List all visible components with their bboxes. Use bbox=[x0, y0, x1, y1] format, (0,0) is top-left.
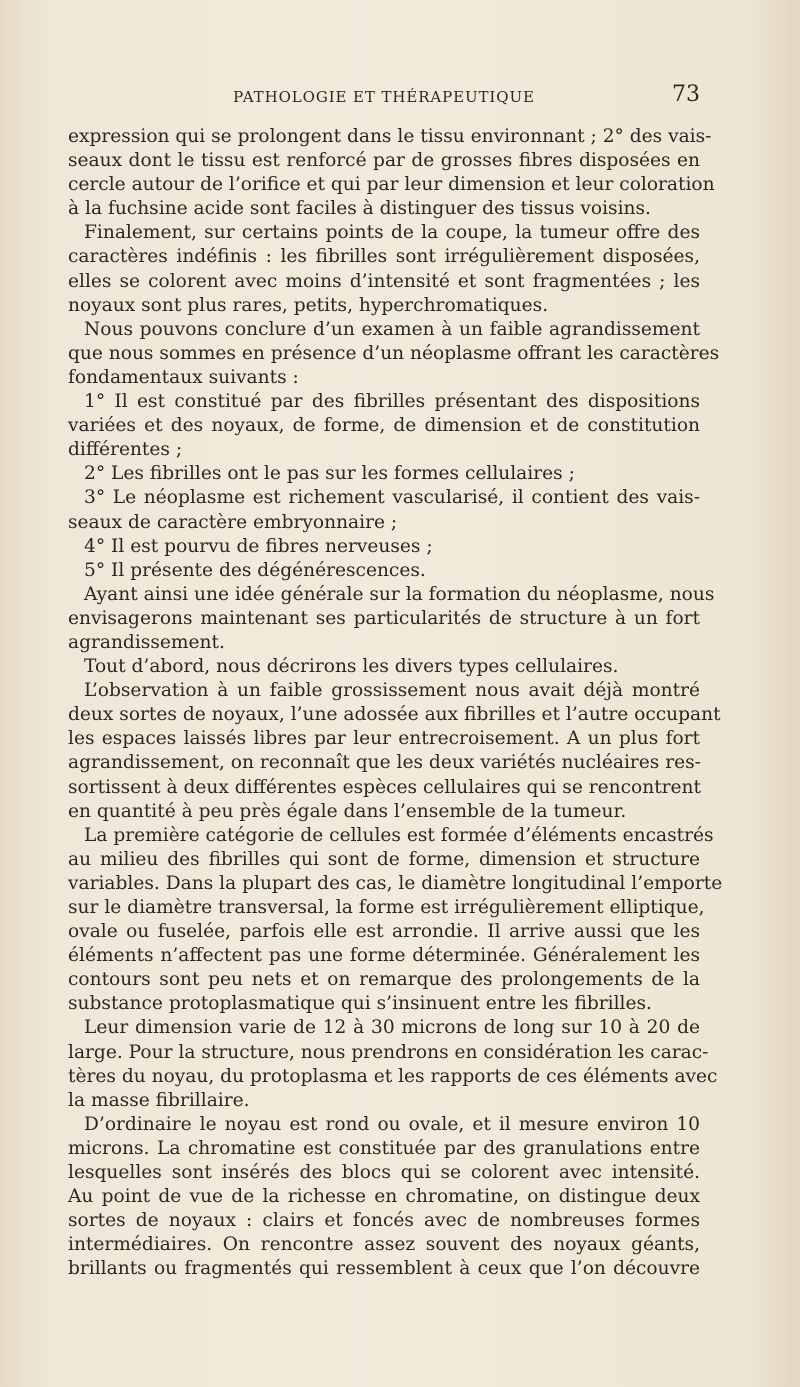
text-line: les espaces laissés libres par leur entrecroisement. A un plus fort bbox=[68, 728, 700, 750]
text-line: elles se colorent avec moins d’intensité et sont fragmentées ; les bbox=[68, 270, 700, 292]
text-line: noyaux sont plus rares, petits, hyperchromatiques. bbox=[68, 294, 549, 316]
text-line: Au point de vue de la richesse en chromatine, on distingue deux bbox=[68, 1186, 700, 1208]
text-line: agrandissement. bbox=[68, 631, 225, 653]
text-line: sortissent à deux différentes espèces cellulaires qui se rencontrent bbox=[68, 776, 702, 798]
text-line: seaux de caractère embryonnaire ; bbox=[68, 511, 398, 533]
text-line: 1° Il est constitué par des fibrilles présentant des dispositions bbox=[84, 391, 700, 413]
text-line: la masse fibrillaire. bbox=[68, 1089, 250, 1111]
text-line: expression qui se prolongent dans le tissu environnant ; 2° des vais- bbox=[68, 126, 712, 147]
text-line: intermédiaires. On rencontre assez souvent des noyaux géants, bbox=[68, 1234, 700, 1256]
running-title: PATHOLOGIE ET THÉRAPEUTIQUE bbox=[233, 88, 535, 106]
text-line: variées et des noyaux, de forme, de dimension et de constitution bbox=[68, 415, 700, 437]
text-line: Nous pouvons conclure d’un examen à un faible agrandissement bbox=[84, 318, 700, 340]
text-line: large. Pour la structure, nous prendrons en considération les carac- bbox=[68, 1041, 709, 1063]
text-line: contours sont peu nets et on remarque des prolongements de la bbox=[68, 969, 700, 991]
text-line: variables. Dans la plupart des cas, le diamètre longitudinal l’emporte bbox=[68, 872, 723, 894]
text-line: différentes ; bbox=[68, 439, 183, 461]
text-line: lesquelles sont insérés des blocs qui se colorent avec intensité. bbox=[68, 1162, 700, 1184]
text-line: au milieu des fibrilles qui sont de forme, dimension et structure bbox=[68, 848, 700, 870]
text-line: seaux dont le tissu est renforcé par de grosses fibres disposées en bbox=[68, 150, 700, 172]
text-line: fondamentaux suivants : bbox=[68, 366, 299, 388]
text-line: caractères indéfinis : les fibrilles sont irrégulièrement disposées, bbox=[68, 246, 700, 268]
page-number: 73 bbox=[672, 82, 700, 107]
text-line: L’observation à un faible grossissement nous avait déjà montré bbox=[84, 680, 700, 702]
text-line: à la fuchsine acide sont faciles à distinguer des tissus voisins. bbox=[68, 198, 651, 220]
text-line: 5° Il présente des dégénérescences. bbox=[84, 559, 426, 581]
text-line: envisagerons maintenant ses particularités de structure à un fort bbox=[68, 607, 700, 629]
text-line: 3° Le néoplasme est richement vascularisé, il contient des vais- bbox=[84, 487, 700, 509]
text-line: 4° Il est pourvu de fibres nerveuses ; bbox=[84, 535, 433, 557]
text-line: que nous sommes en présence d’un néoplasme offrant les caractères bbox=[68, 342, 720, 364]
text-line: 2° Les fibrilles ont le pas sur les formes cellulaires ; bbox=[84, 463, 575, 485]
text-line: tères du noyau, du protoplasma et les rapports de ces éléments avec bbox=[68, 1065, 718, 1087]
text-line: ovale ou fuselée, parfois elle est arrondie. Il arrive aussi que les bbox=[68, 921, 700, 943]
text-line: cercle autour de l’orifice et qui par leur dimension et leur coloration bbox=[68, 174, 715, 196]
text-line: La première catégorie de cellules est formée d’éléments encastrés bbox=[84, 824, 714, 846]
page-header bbox=[68, 82, 700, 112]
text-line: éléments n’affectent pas une forme déterminée. Généralement les bbox=[68, 945, 700, 967]
text-line: sortes de noyaux : clairs et foncés avec de nombreuses formes bbox=[68, 1210, 700, 1232]
text-line: deux sortes de noyaux, l’une adossée aux fibrilles et l’autre occupant bbox=[68, 704, 721, 726]
text-line: substance protoplasmatique qui s’insinuent entre les fibrilles. bbox=[68, 993, 652, 1015]
text-line: agrandissement, on reconnaît que les deux variétés nucléaires res- bbox=[68, 752, 701, 774]
text-line: D’ordinaire le noyau est rond ou ovale, et il mesure environ 10 bbox=[84, 1113, 700, 1135]
text-line: Tout d’abord, nous décrirons les divers types cellulaires. bbox=[84, 656, 619, 678]
text-line: en quantité à peu près égale dans l’ensemble de la tumeur. bbox=[68, 800, 627, 822]
text-line: brillants ou fragmentés qui ressemblent à ceux que l’on découvre bbox=[68, 1258, 700, 1280]
text-line: sur le diamètre transversal, la forme est irrégulièrement elliptique, bbox=[68, 897, 705, 918]
text-line: Finalement, sur certains points de la coupe, la tumeur offre des bbox=[84, 222, 700, 244]
body-text bbox=[68, 125, 723, 1282]
text-line: microns. La chromatine est constituée par des granulations entre bbox=[68, 1137, 700, 1159]
text-line: Ayant ainsi une idée générale sur la formation du néoplasme, nous bbox=[84, 583, 715, 605]
text-line: Leur dimension varie de 12 à 30 microns de long sur 10 à 20 de bbox=[84, 1017, 700, 1039]
